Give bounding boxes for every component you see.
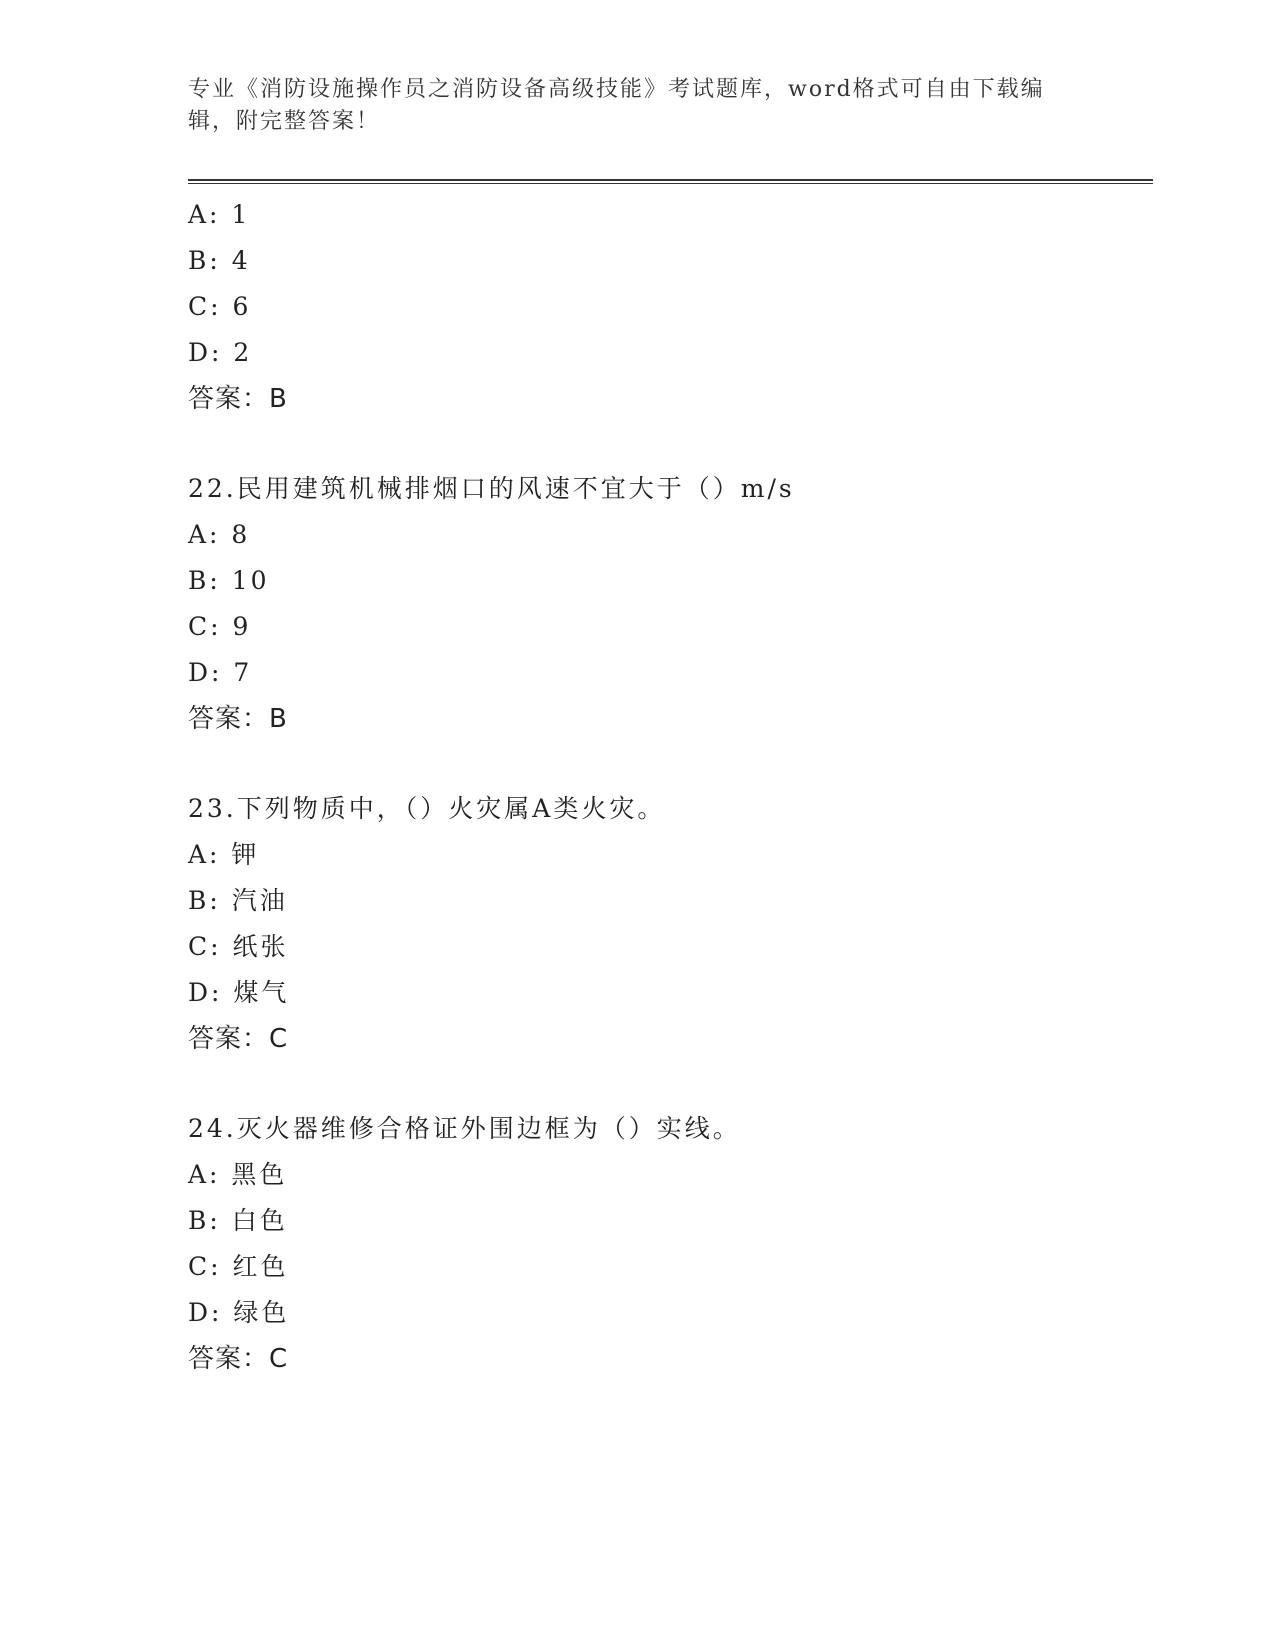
question-text: 24.灭火器维修合格证外围边框为（）实线。 xyxy=(188,1114,741,1143)
option-b: B: 10 xyxy=(188,566,270,595)
question-text: 22.民用建筑机械排烟口的风速不宜大于（）m/s xyxy=(188,474,795,503)
option-a: A: 钾 xyxy=(188,840,260,869)
question-block-24 xyxy=(188,1106,1148,1382)
option-a: A: 黑色 xyxy=(188,1160,288,1189)
option-d: D: 绿色 xyxy=(188,1298,290,1327)
option-a: A: 8 xyxy=(188,520,251,549)
question-block-21 xyxy=(188,192,1148,422)
answer: 答案：C xyxy=(188,1344,289,1374)
header-divider-thick xyxy=(188,179,1153,181)
document-header xyxy=(188,74,1068,138)
option-a: A: 1 xyxy=(188,200,251,229)
header-line-2: 辑，附完整答案！ xyxy=(188,109,381,134)
option-b: B: 白色 xyxy=(188,1206,288,1235)
header-line-1: 专业《消防设施操作员之消防设备高级技能》考试题库，word格式可自由下载编 xyxy=(188,77,1045,102)
answer: 答案：B xyxy=(188,704,288,734)
question-text: 23.下列物质中，（）火灾属A类火灾。 xyxy=(188,794,666,823)
option-c: C: 纸张 xyxy=(188,932,289,961)
option-b: B: 汽油 xyxy=(188,886,288,915)
option-b: B: 4 xyxy=(188,246,251,275)
question-block-23 xyxy=(188,786,1148,1062)
option-d: D: 2 xyxy=(188,338,253,367)
question-block-22 xyxy=(188,466,1148,742)
header-divider-thin xyxy=(188,183,1153,184)
option-d: D: 煤气 xyxy=(188,978,290,1007)
option-d: D: 7 xyxy=(188,658,253,687)
option-c: C: 9 xyxy=(188,612,252,641)
option-c: C: 6 xyxy=(188,292,252,321)
spacer xyxy=(188,422,1148,466)
spacer xyxy=(188,1062,1148,1106)
question-list xyxy=(188,192,1148,1382)
option-c: C: 红色 xyxy=(188,1252,289,1281)
answer: 答案：C xyxy=(188,1024,289,1054)
answer: 答案：B xyxy=(188,384,288,414)
spacer xyxy=(188,742,1148,786)
